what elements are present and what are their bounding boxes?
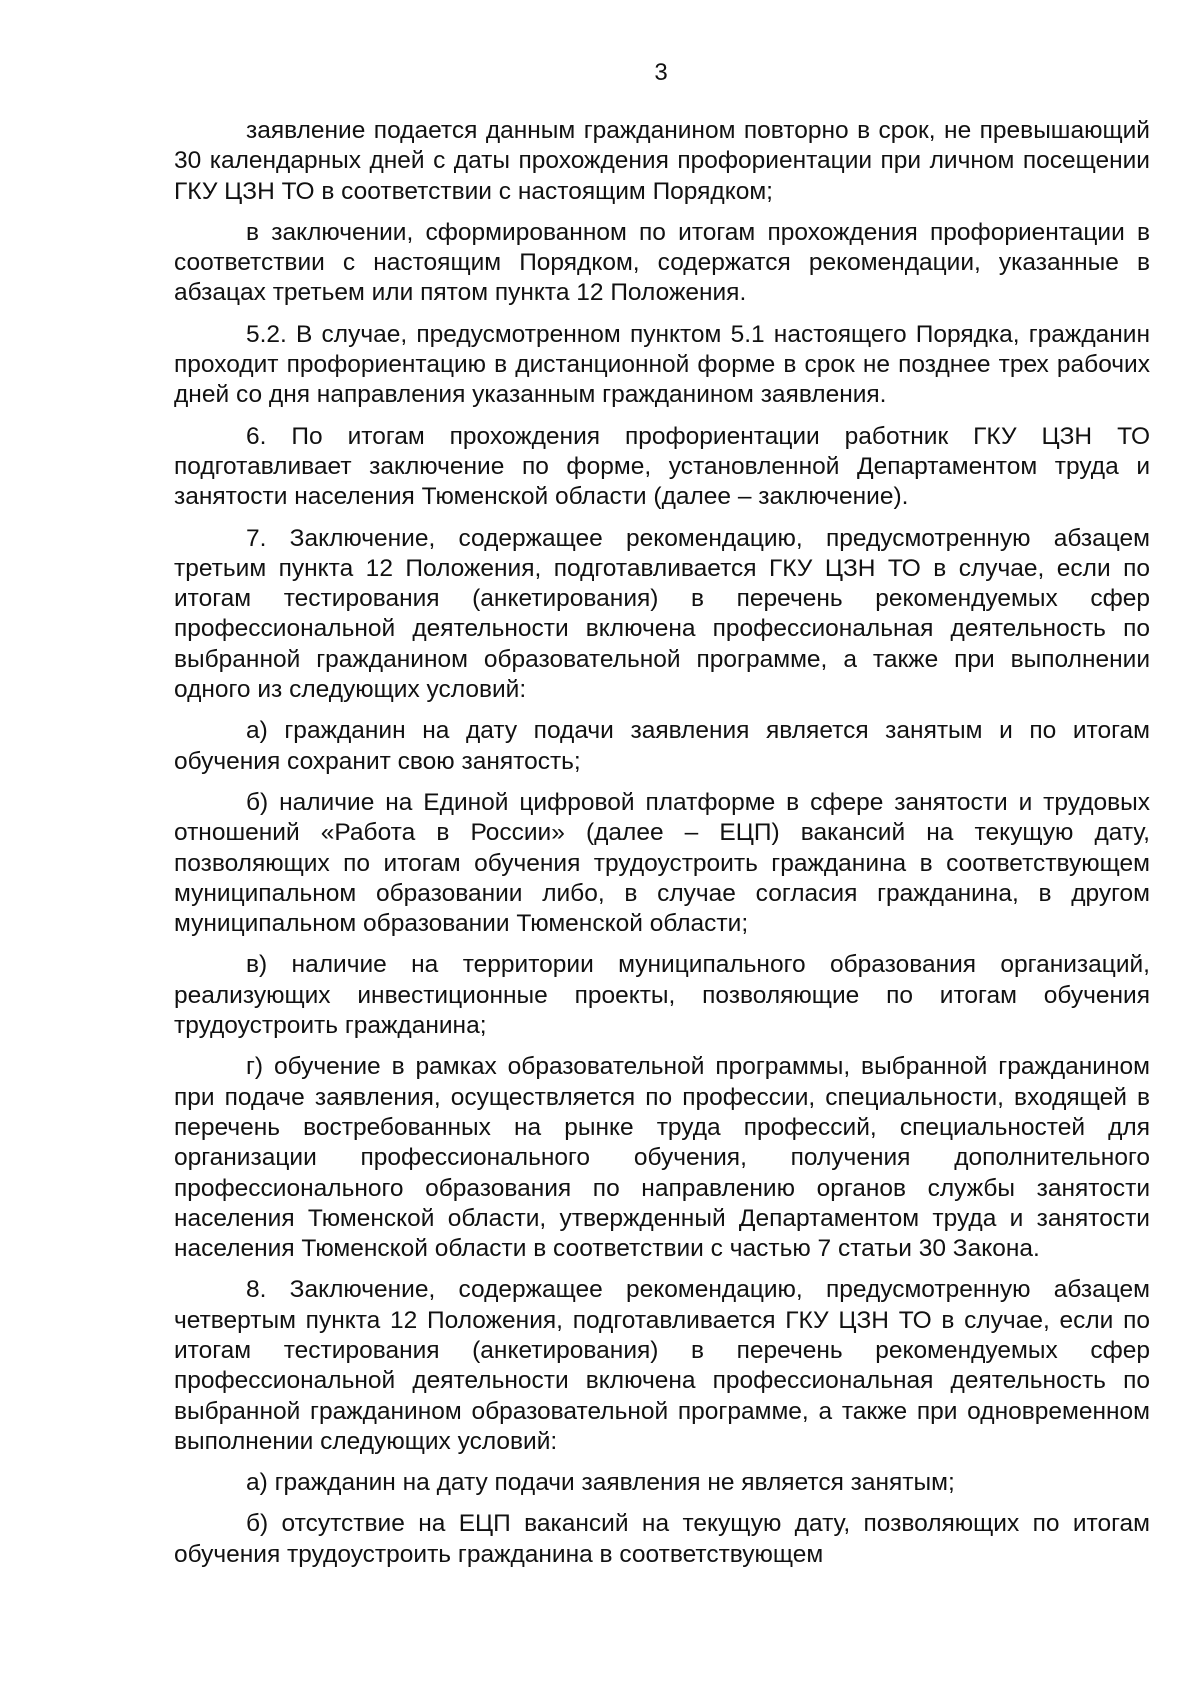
paragraph-8-b: б) отсутствие на ЕЦП вакансий на текущую дату, позволяющих по итогам обучения трудоустроить гражданина в соответствующем [174, 1510, 1150, 1568]
paragraph-6: 6. По итогам прохождения профориентации работник ГКУ ЦЗН ТО подготавливает заключение по форме, установленной Департаментом труда и занятости населения Тюменской области (далее – заключение). [174, 422, 1150, 511]
paragraph-7-g: г) обучение в рамках образовательной программы, выбранной гражданином при подаче заявления, осуществляется по профессии, специальности, входящей в перечень востребованных на рынке труда профессий, специальностей для организации профессионального обучения, получения дополнительного профессионального образования по направлению органов службы занятости населения Тюменской области, утвержденный Департаментом труда и занятости населения Тюменской области в соответствии с частью 7 статьи 30 Закона. [174, 1053, 1150, 1263]
paragraph-application-repeat: заявление подается данным гражданином повторно в срок, не превышающий 30 календарных дней с даты прохождения профориентации при личном посещении ГКУ ЦЗН ТО в соответствии с настоящим Порядком; [174, 117, 1150, 205]
paragraph-8-a: а) гражданин на дату подачи заявления не является занятым; [246, 1469, 955, 1497]
paragraph-7-b: б) наличие на Единой цифровой платформе в сфере занятости и трудовых отношений «Работа в России» (далее – ЕЦП) вакансий на текущую дату, позволяющих по итогам обучения трудоустроить гражданина в соответствующем муниципальном образовании либо, в случае согласия гражданина, в другом муниципальном образовании Тюменской области; [174, 788, 1150, 938]
document-body [174, 116, 1150, 1581]
page-number: 3 [654, 59, 668, 86]
paragraph-5-2: 5.2. В случае, предусмотренном пунктом 5.1 настоящего Порядка, гражданин проходит профориентацию в дистанционной форме в срок не позднее трех рабочих дней со дня направления указанным гражданином заявления. [174, 320, 1150, 409]
paragraph-7: 7. Заключение, содержащее рекомендацию, предусмотренную абзацем третьим пункта 12 Положения, подготавливается ГКУ ЦЗН ТО в случае, если по итогам тестирования (анкетирования) в перечень рекомендуемых сфер профессиональной деятельности включена профессиональная деятельность по выбранной гражданином образовательной программе, а также при выполнении одного из следующих условий: [174, 524, 1150, 704]
paragraph-7-v: в) наличие на территории муниципального образования организаций, реализующих инвестиционные проекты, позволяющие по итогам обучения трудоустроить гражданина; [174, 951, 1150, 1040]
paragraph-conclusion-recommendations: в заключении, сформированном по итогам прохождения профориентации в соответствии с настоящим Порядком, содержатся рекомендации, указанные в абзацах третьем или пятом пункта 12 Положения. [174, 218, 1150, 307]
paragraph-8: 8. Заключение, содержащее рекомендацию, предусмотренную абзацем четвертым пункта 12 Положения, подготавливается ГКУ ЦЗН ТО в случае, если по итогам тестирования (анкетирования) в перечень рекомендуемых сфер профессиональной деятельности включена профессиональная деятельность по выбранной гражданином образовательной программе, а также при одновременном выполнении следующих условий: [174, 1276, 1150, 1455]
paragraph-7-a: а) гражданин на дату подачи заявления является занятым и по итогам обучения сохранит свою занятость; [174, 717, 1150, 775]
